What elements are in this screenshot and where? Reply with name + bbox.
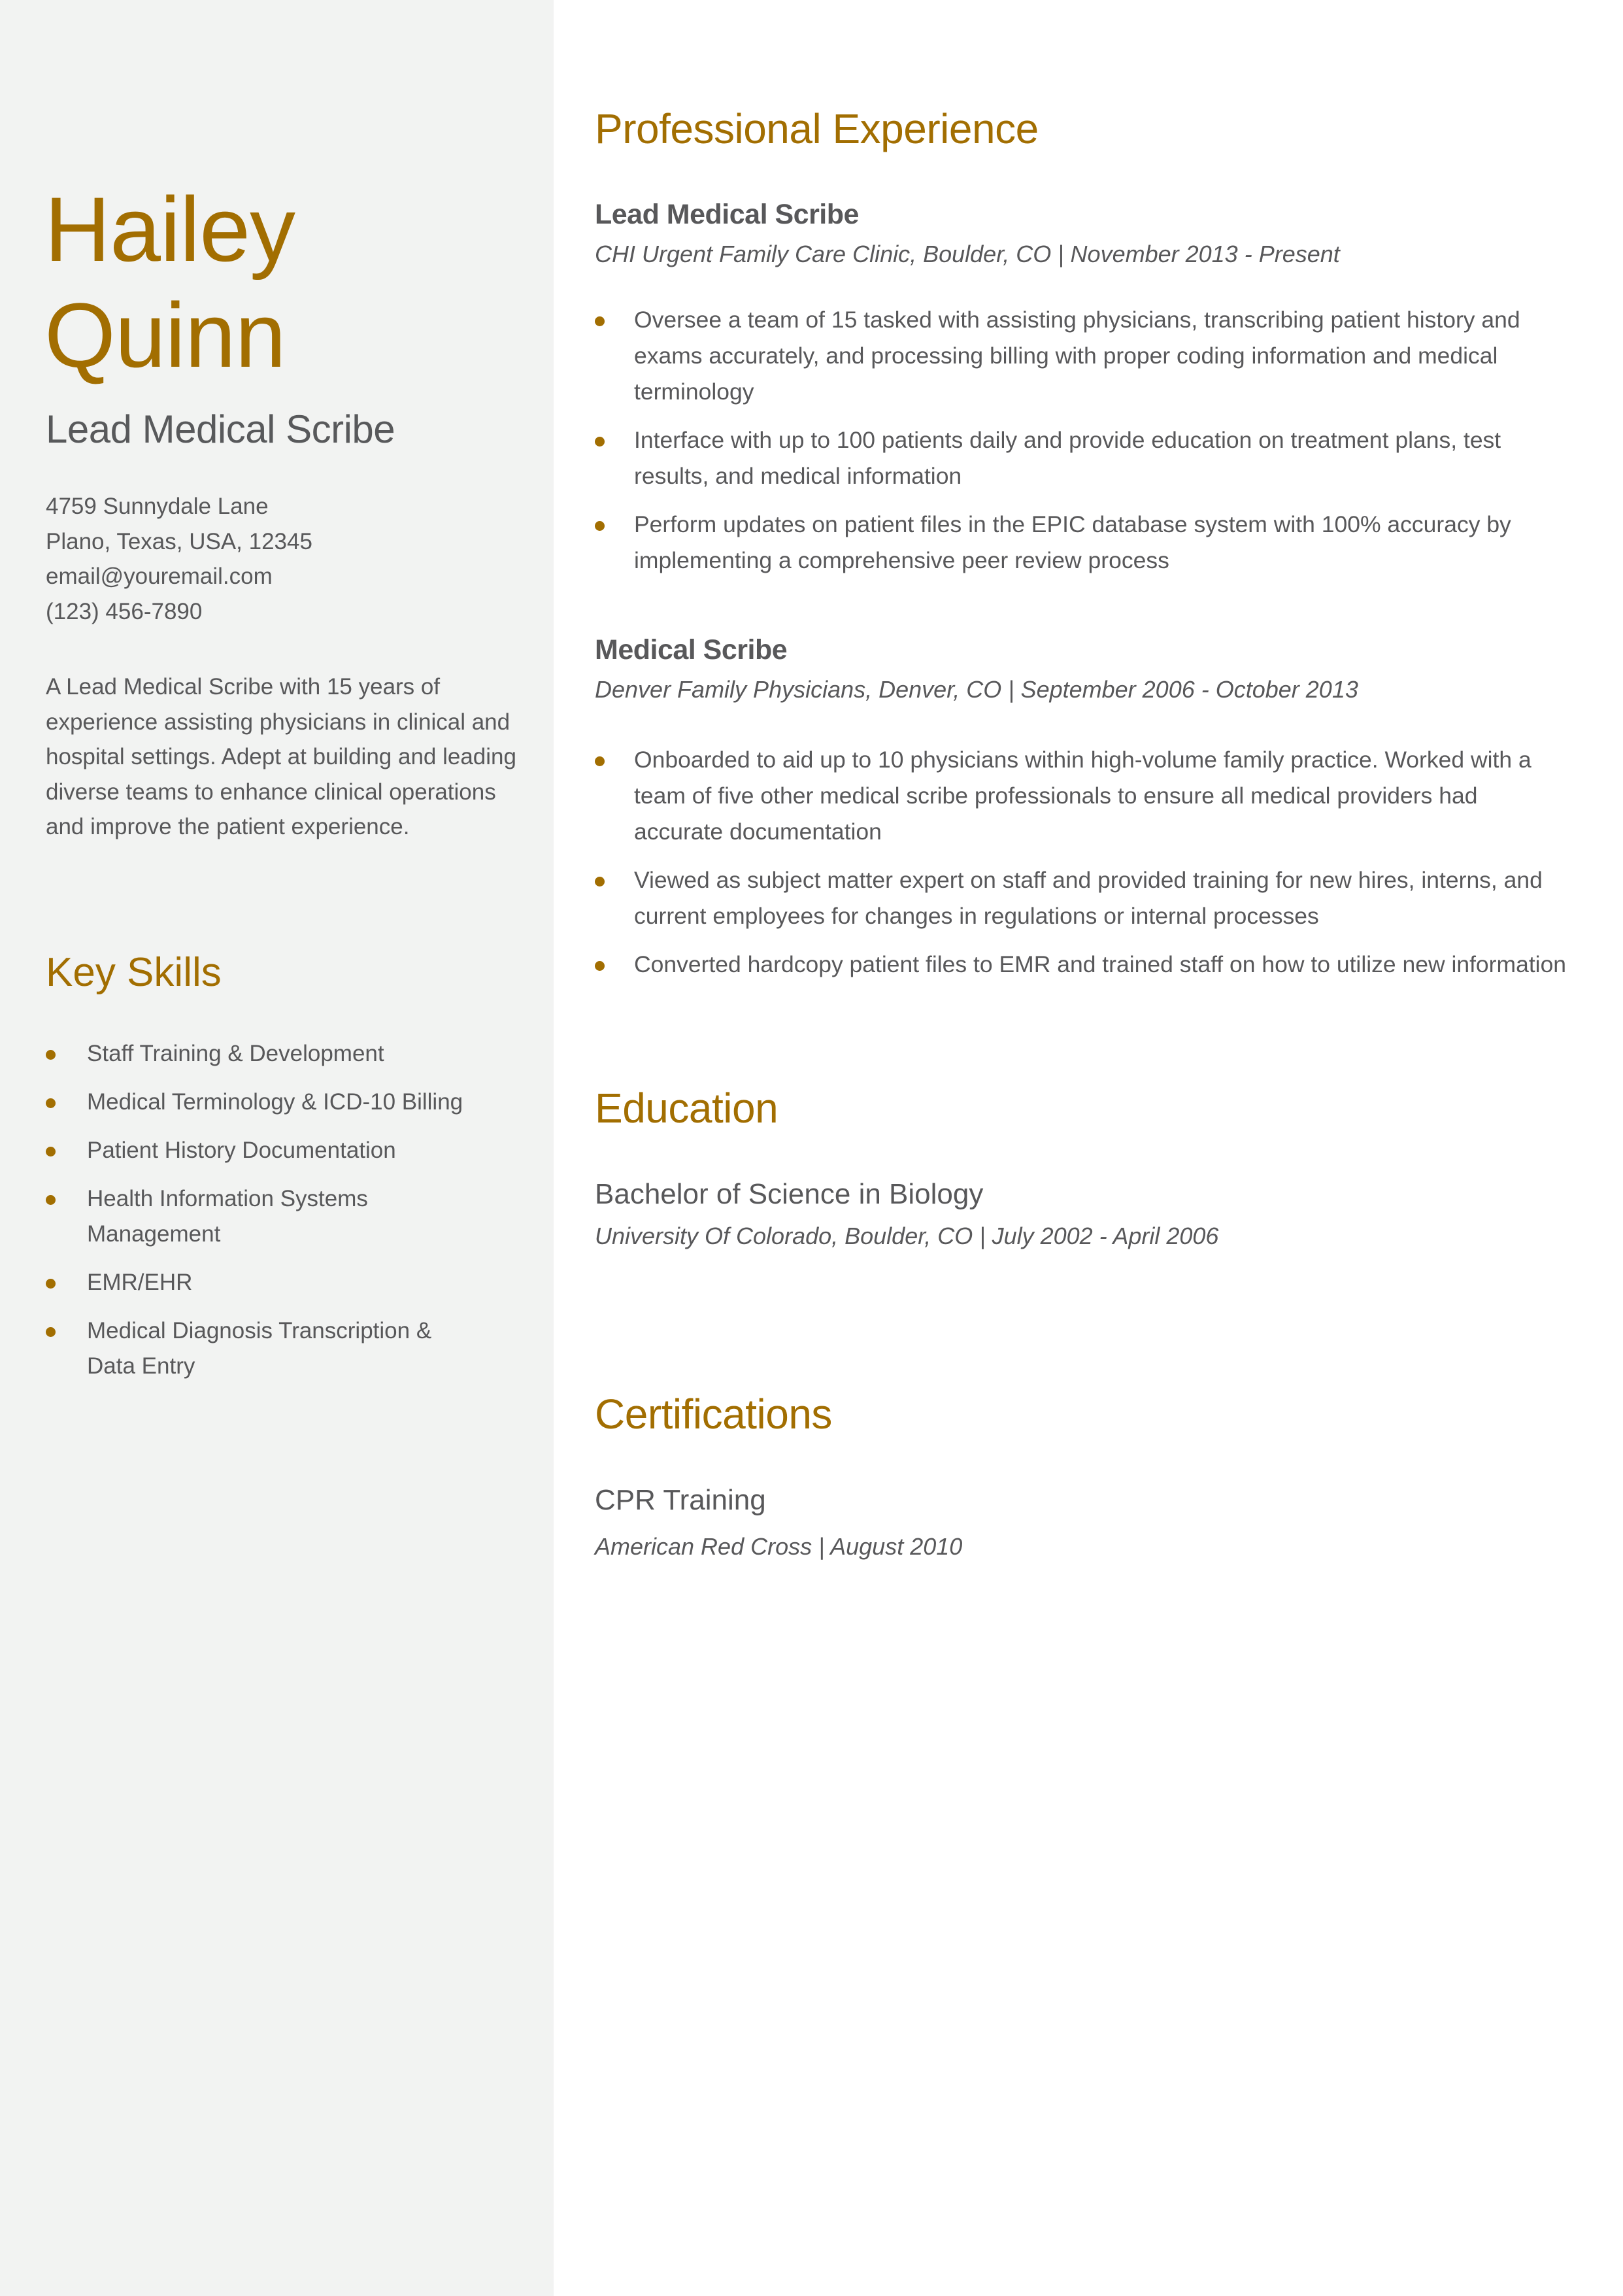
address-line-2: Plano, Texas, USA, 12345 [46,528,312,554]
job-meta: Denver Family Physicians, Denver, CO | September 2006 - October 2013 [595,676,1358,703]
skills-heading: Key Skills [46,950,222,995]
certification-meta: American Red Cross | August 2010 [595,1533,963,1560]
skill-item [46,1181,412,1252]
education-heading: Education [595,1085,778,1132]
skill-item [46,1036,516,1072]
bullet-dot-icon [595,961,605,971]
skill-item [46,1313,477,1384]
skill-label: Medical Diagnosis Transcription & Data Entry [87,1318,432,1379]
job-bullet [595,422,1569,494]
last-name: Quinn [44,284,286,386]
bullet-dot-icon [46,1195,56,1205]
phone: (123) 456-7890 [46,598,203,624]
bullet-dot-icon [46,1050,56,1060]
job-bullet [595,507,1569,579]
job-bullets [595,302,1569,591]
job-bullet [595,947,1569,983]
certification-name: CPR Training [595,1484,766,1516]
email[interactable]: email@youremail.com [46,564,273,589]
experience-heading: Professional Experience [595,105,1039,152]
bullet-text: Perform updates on patient files in the EPIC database system with 100% accuracy by implementing a comprehensive peer review process [634,511,1511,573]
skill-label: Health Information Systems Management [87,1186,368,1247]
candidate-title: Lead Medical Scribe [46,407,395,451]
bullet-text: Onboarded to aid up to 10 physicians within high-volume family practice. Worked with a team of five other medical scribe professionals to ensure all medical providers had accurate documentation [634,747,1531,845]
degree: Bachelor of Science in Biology [595,1178,984,1210]
bullet-dot-icon [595,316,605,326]
job-bullets [595,742,1569,995]
skill-label: Medical Terminology & ICD-10 Billing [87,1089,463,1115]
main-content [554,0,1623,2296]
address-line-1: 4759 Sunnydale Lane [46,494,269,519]
job-title: Medical Scribe [595,634,788,666]
bullet-dot-icon [595,756,605,766]
skills-list [46,1036,516,1397]
bullet-dot-icon [46,1098,56,1108]
first-name: Hailey [44,178,295,280]
bullet-text: Oversee a team of 15 tasked with assisting physicians, transcribing patient history and exams accurately, and processing billing with proper coding information and medical terminology [634,307,1520,405]
contact-block [46,489,529,629]
profile-summary: A Lead Medical Scribe with 15 years of experience assisting physicians in clinical and hospital settings. Adept at building and leading diverse teams to enhance clinical operations and improve the patient experience. [46,674,516,839]
skill-item [46,1265,516,1300]
job-bullet [595,302,1569,410]
skill-label: EMR/EHR [87,1270,193,1295]
job-title: Lead Medical Scribe [595,199,859,230]
bullet-dot-icon [595,437,605,447]
sidebar [0,0,554,2296]
job-meta: CHI Urgent Family Care Clinic, Boulder, CO | November 2013 - Present [595,241,1340,267]
candidate-name [44,177,541,388]
bullet-dot-icon [595,521,605,531]
bullet-dot-icon [595,877,605,886]
bullet-dot-icon [46,1279,56,1289]
bullet-text: Converted hardcopy patient files to EMR and trained staff on how to utilize new information [634,951,1567,977]
education-meta: University Of Colorado, Boulder, CO | July 2002 - April 2006 [595,1223,1219,1249]
bullet-dot-icon [46,1327,56,1337]
skill-label: Staff Training & Development [87,1041,384,1066]
skill-item [46,1133,516,1168]
skill-label: Patient History Documentation [87,1138,396,1163]
bullet-text: Interface with up to 100 patients daily and provide education on treatment plans, test results, and medical information [634,427,1501,489]
skill-item [46,1085,516,1120]
bullet-text: Viewed as subject matter expert on staff and provided training for new hires, interns, and current employees for changes in regulations or internal processes [634,867,1543,929]
bullet-dot-icon [46,1147,56,1156]
job-bullet [595,862,1569,934]
certifications-heading: Certifications [595,1391,832,1438]
job-bullet [595,742,1569,850]
